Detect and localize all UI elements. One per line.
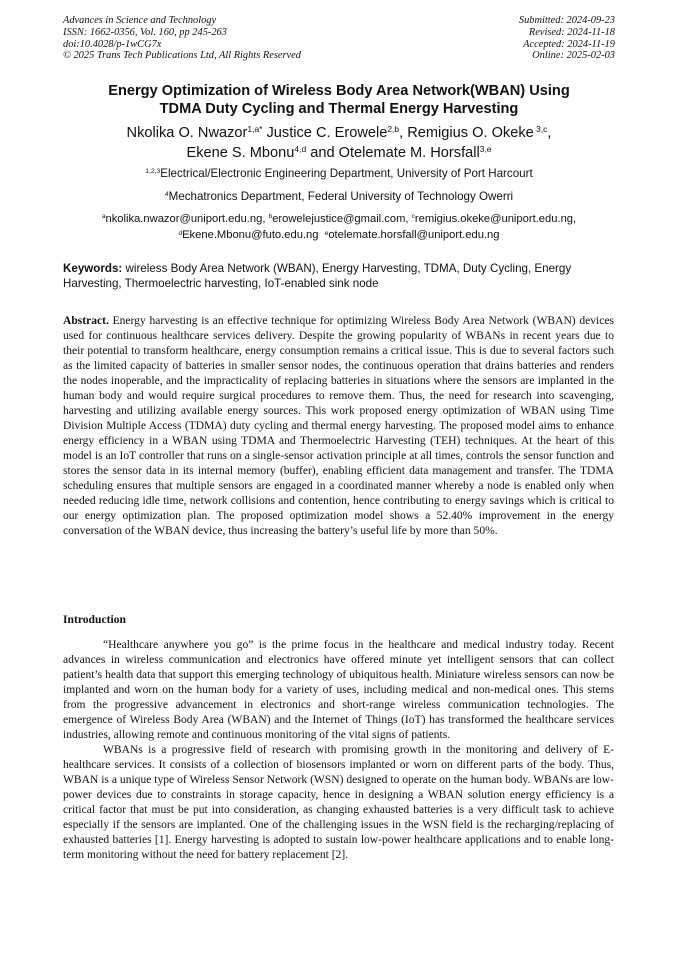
- journal-header-left: [63, 15, 301, 62]
- author-emails: [40, 211, 638, 244]
- affiliation-2: $^4$Mechatronics Department, Federal University of Technology Owerri: [164, 190, 514, 203]
- abstract-text: Energy harvesting is an effective technique for optimizing Wireless Body Area Network (WBAN) devices used for continuous healthcare services delivery. Despite the growing popularity of WBANs in recent years due to their potential to transform healthcare, energy consumption remains a critical issue. This is due to several factors such as the limited capacity of batteries in smaller sensor nodes, the continuous operation that drains batteries and renders the nodes inoperable, and the impracticality of replacing batteries in situations where the sensors are implanted in the human body and would require surgical procedures to remove them. Thus, the need for research into scavenging, harvesting and utilizing available energy sources. This work proposed energy optimization of WBAN using Time Division Multiple Access (TDMA) duty cycling and thermal energy harvesting. The proposed model aims to enhance energy efficiency in a WBAN using TDMA and Thermoelectric Harvesting (TEH) techniques. At the heart of this model is an IoT controller that runs on a single-sensor activation principle at all times, controls the sensor function and stores the sensor data in its internal memory (buffer), enabling efficient data management and transfer. The TDMA scheduling ensures that multiple sensors are engaged in a coordinated manner whereby a node is enabled only when needed reducing idle time, network collisions and contention, hence contributing to energy savings which is critical to our energy optimization plan. The proposed optimization model shows a 52.40% improvement in the energy conversation of the WBAN device, thus increasing the battery’s useful life by more than 50%.: [63, 315, 614, 537]
- author-affil-mark: 3,e: [479, 143, 492, 154]
- email-link[interactable]: Ekene.Mbonu@futo.edu.ng: [182, 229, 319, 242]
- author-line-2: Ekene S. Mbonu$^{4,d}$ and Otelemate M. Horsfall$^{3,e}$: [186, 143, 492, 161]
- journal-header-right: [519, 15, 615, 62]
- keywords: [63, 261, 615, 292]
- online-date: Online: 2025-02-03: [532, 50, 615, 62]
- affil-mark: 4: [164, 191, 169, 199]
- copyright: © 2025 Trans Tech Publications Ltd, All Rights Reserved: [63, 50, 301, 62]
- author-affil-mark: 1,a*: [247, 124, 263, 135]
- author-name: Nkolika O. Nwazor: [126, 125, 248, 141]
- accepted-date: Accepted: 2024-11-19: [523, 38, 615, 50]
- abstract: [63, 314, 614, 539]
- intro-paragraph: WBANs is a progressive field of research with promising growth in the monitoring and delivery of E-healthcare services. It consists of a collection of biosensors implanted or worn on different parts of the body. Thus, WBAN is a unique type of Wireless Sensor Network (WSN) designed to operate on the human body. WBANs are low-power devices due to constraints in storage capacity, hence in designing a WBAN solution energy efficiency is a critical factor that must be put into consideration, as changing exhausted batteries is a very difficult task to achieve especially if the sensors are implanted. One of the challenging issues in the WSN field is the recharging/replacing of exhausted batteries [1]. Energy harvesting is adopted to sustain low-power healthcare applications and to enable long-term monitoring without the need for battery replacement [2].: [63, 744, 614, 861]
- email-link[interactable]: otelemate.horsfall@uniport.edu.ng: [328, 229, 500, 242]
- email-line-2: $^d$Ekene.Mbonu@futo.edu.ng $^e$otelemate.horsfall@uniport.edu.ng: [178, 229, 500, 242]
- email-link[interactable]: nkolika.nwazor@uniport.edu.ng: [105, 213, 263, 225]
- affiliation-1: $^{1,2,3}$Electrical/Electronic Engineering Department, University of Port Harcourt: [145, 167, 533, 180]
- intro-paragraph: “Healthcare anywhere you go” is the prime focus in the healthcare and medical industry today. Recent advances in wireless communication and electronics have offered minute yet intelligent sensors that can collect patient’s health data that support this emerging technology of ubiquitous health. Miniature wireless sensors can now be implanted and worn on the human body for a variety of uses, including medical and non-medical ones. This stems from the progressive advancement in electronics and short-range wireless communication technologies. The emergence of Wireless Body Area (WBAN) and the Internet of Things (IoT) has transformed the healthcare services industries, allowing remote and continuous monitoring of the vital signs of patients.: [63, 639, 614, 741]
- keywords-label: Keywords:: [63, 262, 123, 275]
- abstract-label: Abstract.: [63, 315, 109, 327]
- paper-title: [40, 82, 638, 118]
- section-heading-introduction: Introduction: [63, 613, 126, 626]
- affil-mark: 1,2,3: [145, 168, 161, 176]
- author-name: Ekene S. Mbonu: [186, 144, 295, 161]
- title-line-2: TDMA Duty Cycling and Thermal Energy Harvesting: [159, 101, 519, 117]
- title-line-1: Energy Optimization of Wireless Body Area Network(WBAN) Using: [108, 83, 570, 99]
- keywords-text: wireless Body Area Network (WBAN), Energy Harvesting, TDMA, Duty Cycling, Energy Harvesting, Thermoelectric harvesting, IoT-enabled sink node: [63, 262, 572, 291]
- doi[interactable]: doi:10.4028/p-1wCG7x: [63, 38, 162, 50]
- journal-name: Advances in Science and Technology: [63, 15, 217, 26]
- author-affil-mark: 3,c: [533, 124, 548, 135]
- introduction-body: [63, 638, 614, 863]
- author-name: Justice C. Erowele: [266, 125, 388, 141]
- email-link[interactable]: erowelejustice@gmail.com: [272, 213, 406, 225]
- email-line-1: $^a$nkolika.nwazor@uniport.edu.ng, $^b$erowelejustice@gmail.com, $^c$remigius.okeke@uniport.edu.ng,: [101, 213, 577, 225]
- author-list: [40, 124, 638, 163]
- author-line-1: Nkolika O. Nwazor$^{1,a*}$ Justice C. Erowele$^{2,b}$, Remigius O. Okeke $^{3,c}$,: [126, 124, 552, 141]
- issn-volume: ISSN: 1662-0356, Vol. 160, pp 245-263: [63, 26, 227, 38]
- author-name: Otelemate M. Horsfall: [338, 144, 480, 161]
- author-affil-mark: 2,b: [387, 124, 400, 135]
- email-link[interactable]: remigius.okeke@uniport.edu.ng,: [414, 213, 577, 225]
- revised-date: Revised: 2024-11-18: [528, 26, 615, 38]
- submitted-date: Submitted: 2024-09-23: [518, 15, 615, 26]
- author-name: Remigius O. Okeke: [407, 125, 534, 141]
- author-affil-mark: 4,d: [294, 143, 307, 154]
